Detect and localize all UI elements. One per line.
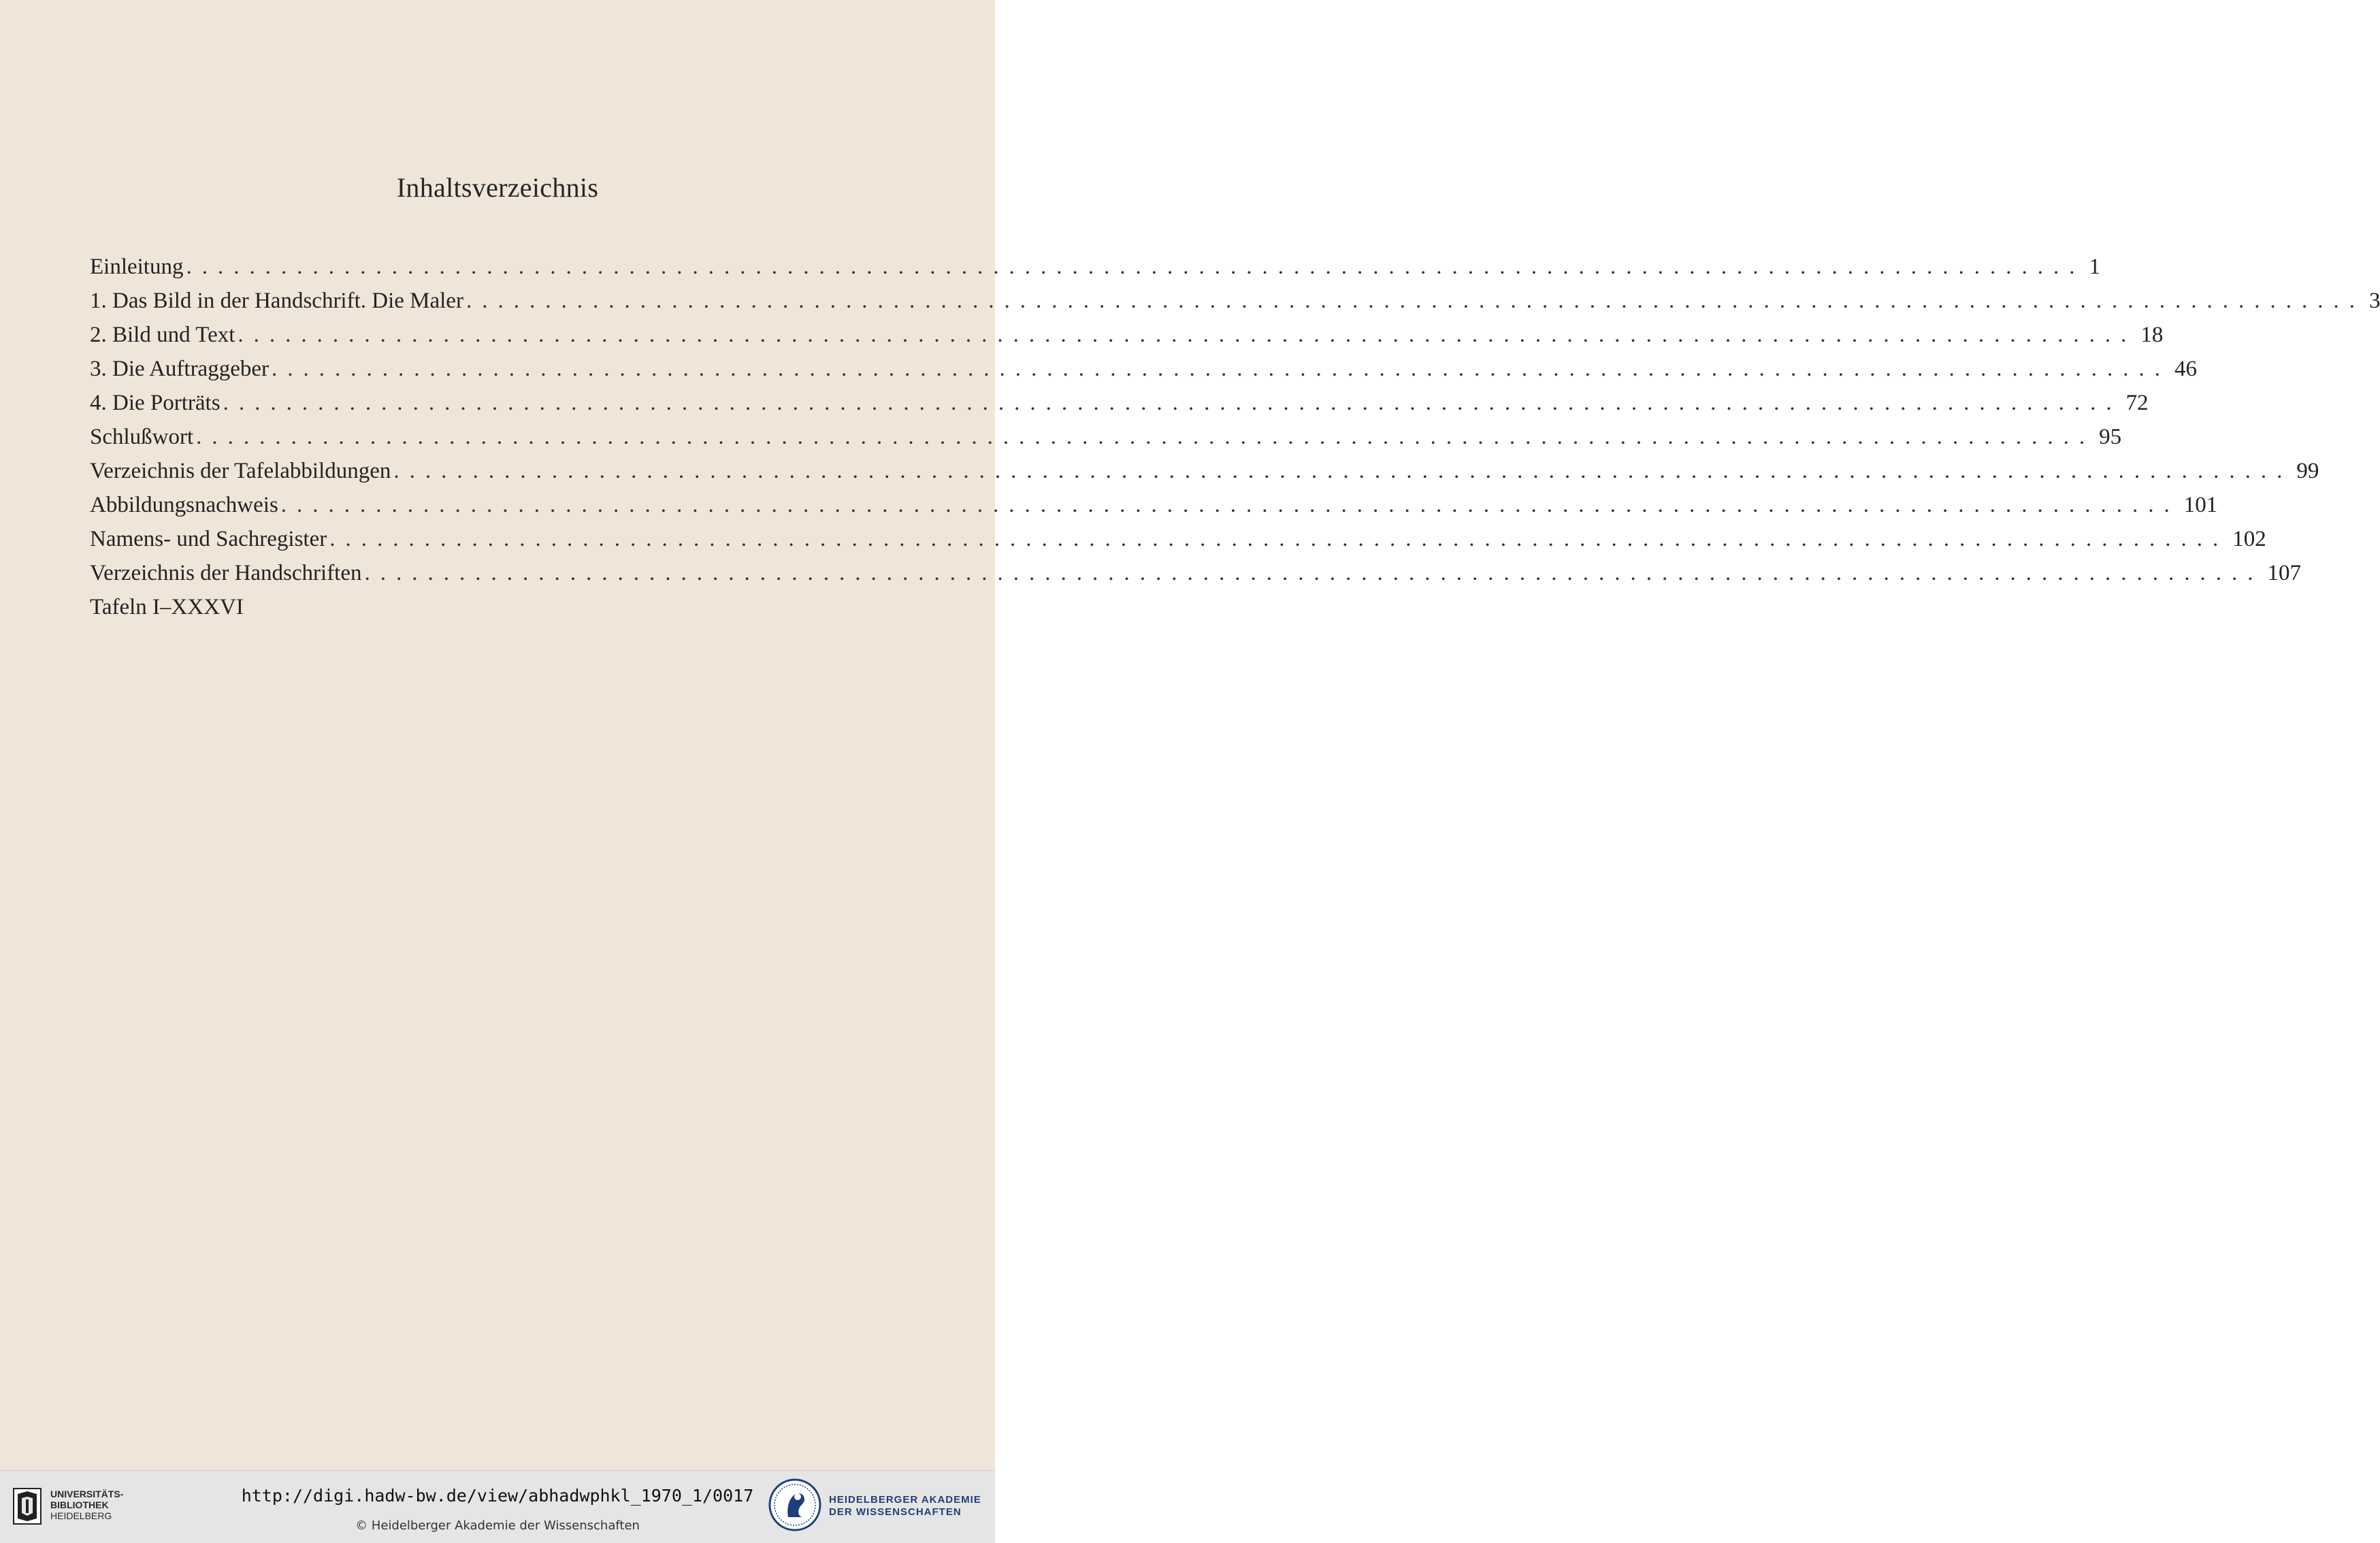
toc-entry (90, 527, 2266, 561)
toc-entry (90, 289, 2380, 323)
toc-leader-dots: ........................................................................................................................ (223, 391, 2122, 415)
toc-entry (90, 561, 2301, 595)
toc-entry-label: Einleitung (90, 255, 184, 279)
viewer-footer (0, 1470, 995, 1543)
logo-line: BIBLIOTHEK (50, 1499, 109, 1510)
logo-line: UNIVERSITÄTS- (50, 1489, 124, 1499)
toc-entry-label: 3. Die Auftraggeber (90, 357, 269, 381)
toc-leader-dots: ........................................................................................................................ (280, 493, 2180, 517)
toc-entry-label: Tafeln I–XXXVI (90, 595, 244, 619)
toc-entry (90, 323, 2164, 357)
toc-leader-dots: ........................................................................................................................ (329, 527, 2229, 551)
toc-entry-label: Verzeichnis der Tafelabbildungen (90, 459, 391, 483)
academy-name (829, 1494, 981, 1518)
toc-leader-dots: ........................................................................................................................ (393, 459, 2293, 483)
toc-leader-dots: ........................................................................................................................ (238, 323, 2137, 347)
toc-entry-page: 107 (2267, 561, 2301, 585)
toc-leader-dots: ........................................................................................................................ (364, 561, 2264, 585)
toc-entry-page: 1 (2089, 255, 2100, 279)
academy-logo[interactable] (768, 1476, 985, 1538)
toc-entry-label: Namens- und Sachregister (90, 527, 327, 551)
toc-entry-label: Schlußwort (90, 425, 194, 449)
logo-line: HEIDELBERGER AKADEMIE (829, 1494, 981, 1506)
toc-entry (90, 493, 2218, 527)
copyright-notice: © Heidelberger Akademie der Wissenschaften (355, 1518, 640, 1533)
page-title: Inhaltsverzeichnis (396, 172, 599, 203)
table-of-contents (90, 255, 2380, 629)
academy-seal-icon (768, 1478, 822, 1532)
toc-entry-label: 2. Bild und Text (90, 323, 235, 347)
toc-entry-label: 4. Die Porträts (90, 391, 221, 415)
toc-entry-label: Verzeichnis der Handschriften (90, 561, 362, 585)
toc-leader-dots: ........................................................................................................................ (196, 425, 2096, 449)
toc-entry-page: 95 (2099, 425, 2122, 449)
toc-entry (90, 459, 2319, 493)
toc-entry-label: Abbildungsnachweis (90, 493, 278, 517)
toc-entry-page: 46 (2174, 357, 2197, 381)
toc-entry-page: 3 (2368, 289, 2380, 313)
toc-entry-page: 72 (2125, 391, 2149, 415)
toc-leader-dots: ........................................................................................................................ (186, 255, 2085, 279)
logo-line: HEIDELBERG (50, 1510, 112, 1521)
toc-entry (90, 391, 2149, 425)
toc-entry-page: 101 (2183, 493, 2218, 517)
toc-entry-label: 1. Das Bild in der Handschrift. Die Maler (90, 289, 463, 313)
toc-entry (90, 255, 2100, 289)
toc-entry-page: 99 (2296, 459, 2319, 483)
toc-leader-dots: ........................................................................................................................ (272, 357, 2170, 381)
permalink-url[interactable]: http://digi.hadw-bw.de/view/abhadwphkl_1970_1/0017 (241, 1486, 754, 1506)
toc-entry (90, 425, 2122, 459)
toc-entry (90, 357, 2197, 391)
logo-line: DER WISSENSCHAFTEN (829, 1506, 962, 1518)
toc-entry-page: 102 (2232, 527, 2266, 551)
toc-entry-page: 18 (2140, 323, 2164, 347)
toc-entry (90, 595, 843, 629)
toc-leader-dots: ........................................................................................................................ (466, 289, 2365, 313)
